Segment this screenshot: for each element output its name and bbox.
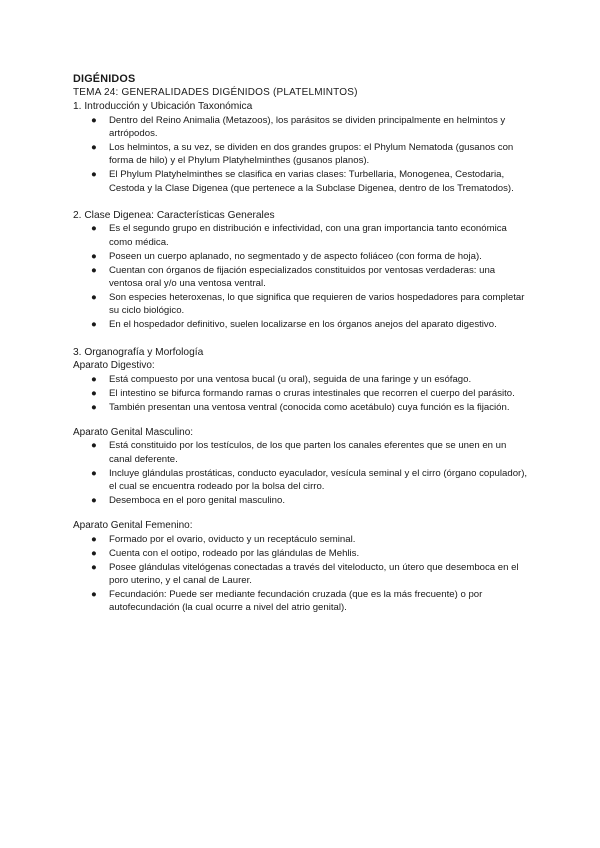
section-clase-digenea <box>73 209 528 332</box>
bullet-list <box>73 439 528 507</box>
subsection-heading: Aparato Genital Femenino: <box>73 520 193 532</box>
bullet-icon: ● <box>91 223 97 235</box>
bullet-icon: ● <box>91 250 97 262</box>
list-item <box>73 168 528 195</box>
list-item <box>73 467 528 494</box>
subsection-genital-femenino <box>73 519 528 614</box>
bullet-list <box>73 533 528 615</box>
bullet-icon: ● <box>91 373 97 385</box>
list-item <box>73 439 528 466</box>
bullet-icon: ● <box>91 467 97 479</box>
list-item <box>73 264 528 291</box>
subsection-heading: Aparato Genital Masculino: <box>73 426 194 438</box>
list-item-text: También presentan una ventosa ventral (conocida como acetábulo) cuya función es la fijación. <box>109 401 510 413</box>
section-organografia <box>73 346 528 615</box>
list-item-text: Está compuesto por una ventosa bucal (u oral), seguida de una faringe y un esófago. <box>109 373 472 385</box>
bullet-icon: ● <box>91 561 97 573</box>
list-item <box>73 401 528 414</box>
section-heading: 1. Introducción y Ubicación Taxonómica <box>73 101 253 112</box>
bullet-icon: ● <box>91 141 97 153</box>
list-item-text: Posee glándulas vitelógenas conectadas a través del viteloducto, un útero que desemboca en el poro uterino, y el canal de Laurer. <box>109 561 519 587</box>
section-heading: 3. Organografía y Morfología <box>73 346 204 358</box>
bullet-icon: ● <box>91 533 97 545</box>
bullet-icon: ● <box>91 291 97 303</box>
list-item <box>73 373 528 386</box>
bullet-list <box>73 373 528 414</box>
list-item <box>73 250 528 263</box>
section-heading: 2. Clase Digenea: Características Generales <box>73 209 275 221</box>
list-item <box>73 588 528 615</box>
list-item-text: Formado por el ovario, oviducto y un receptáculo seminal. <box>109 533 356 545</box>
list-item-text: Cuenta con el ootipo, rodeado por las glándulas de Mehlis. <box>109 547 360 559</box>
bullet-icon: ● <box>91 114 97 126</box>
bullet-icon: ● <box>91 589 97 601</box>
list-item <box>73 494 528 507</box>
list-item-text: El Phylum Platyhelminthes se clasifica en varias clases: Turbellaria, Monogenea, Cestodaria, Cestoda y la Clase Digenea (que pertenece a la Subclase Digenea, dentro de los Trematodos). <box>109 169 514 194</box>
list-item-text: Poseen un cuerpo aplanado, no segmentado y de aspecto foliáceo (con forma de hoja). <box>109 250 482 262</box>
bullet-icon: ● <box>91 440 97 452</box>
list-item-text: Fecundación: Puede ser mediante fecundación cruzada (que es la más frecuente) o por autofecundación (la cual ocurre a nivel del atrio genital). <box>109 589 483 614</box>
list-item-text: En el hospedador definitivo, suelen localizarse en los órganos anejos del aparato digestivo. <box>109 319 497 331</box>
list-item-text: Desemboca en el poro genital masculino. <box>109 495 285 507</box>
list-item <box>73 387 528 400</box>
list-item <box>73 291 528 318</box>
list-item-text: Dentro del Reino Animalia (Metazoos), los parásitos se dividen principalmente en helmintos y artrópodos. <box>109 114 506 139</box>
list-item-text: Son especies heteroxenas, lo que significa que requieren de varios hospedadores para completar su ciclo biológico. <box>109 291 525 317</box>
list-item <box>73 141 528 168</box>
bullet-icon: ● <box>91 387 97 399</box>
subsection-aparato-digestivo <box>73 359 528 414</box>
document-title: DIGÉNIDOS <box>73 73 136 85</box>
list-item <box>73 547 528 560</box>
section-introduccion <box>73 100 528 195</box>
bullet-list <box>73 222 528 331</box>
list-item <box>73 114 528 141</box>
list-item <box>73 318 528 331</box>
list-item <box>73 222 528 249</box>
list-item-text: Los helmintos, a su vez, se dividen en dos grandes grupos: el Phylum Nematoda (gusanos con forma de hilo) y el Phylum Platyhelminthes (gusanos planos). <box>109 141 514 167</box>
document-subtitle: TEMA 24: GENERALIDADES DIGÉNIDOS (PLATELMINTOS) <box>73 87 358 98</box>
bullet-icon: ● <box>91 169 97 181</box>
bullet-icon: ● <box>91 319 97 331</box>
list-item <box>73 533 528 546</box>
list-item-text: El intestino se bifurca formando ramas o cruras intestinales que recorren el cuerpo del parásito. <box>109 387 515 399</box>
bullet-list <box>73 114 528 195</box>
bullet-icon: ● <box>91 547 97 559</box>
bullet-icon: ● <box>91 264 97 276</box>
subsection-heading: Aparato Digestivo: <box>73 360 155 372</box>
list-item-text: Cuentan con órganos de fijación especializados constituidos por ventosas verdaderas: una ventosa oral y/o una ventosa ventral. <box>109 264 496 290</box>
list-item-text: Incluye glándulas prostáticas, conducto eyaculador, vesícula seminal y el cirro (órgano copulador), el cual se encuentra rodeado por la bolsa del cirro. <box>109 467 528 493</box>
subsection-genital-masculino <box>73 426 528 508</box>
list-item-text: Es el segundo grupo en distribución e infectividad, con una gran importancia tanto económica como médica. <box>109 223 507 248</box>
bullet-icon: ● <box>91 495 97 507</box>
list-item-text: Está constituido por los testículos, de los que parten los canales eferentes que se unen en un canal deferente. <box>109 440 507 465</box>
bullet-icon: ● <box>91 401 97 413</box>
list-item <box>73 561 528 588</box>
